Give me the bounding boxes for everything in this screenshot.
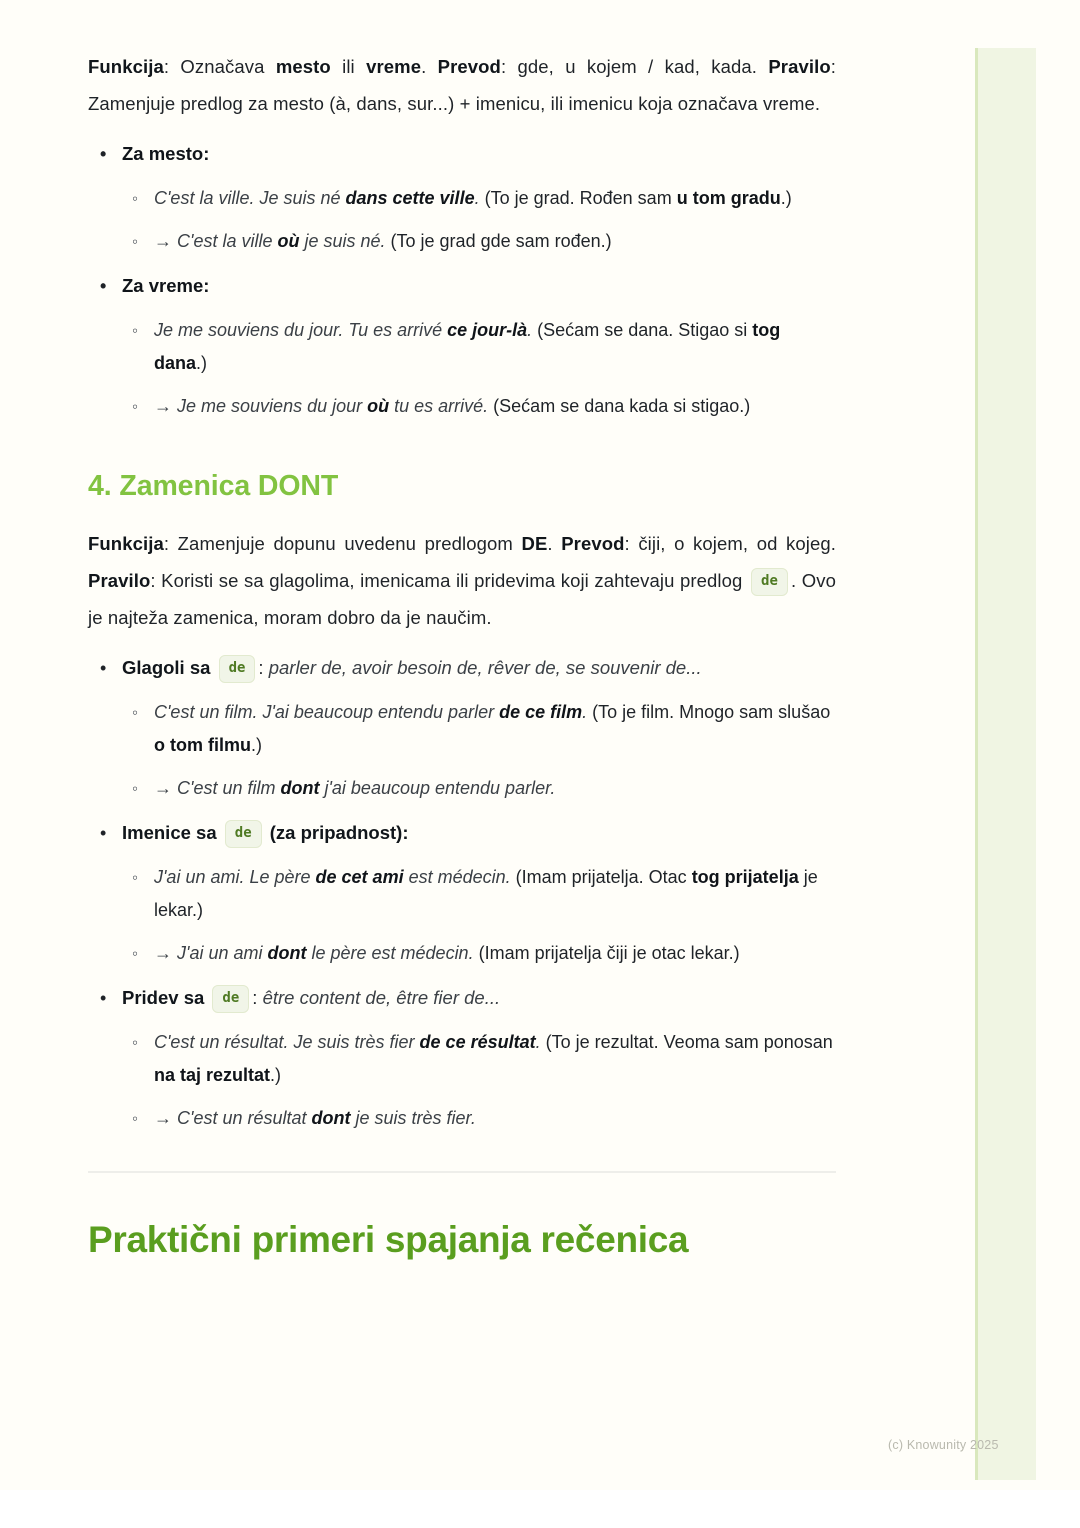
code-chip-de: de (751, 568, 788, 596)
dont-group-list (88, 650, 836, 1135)
funkcija-text-1: : Označava (163, 56, 276, 77)
document-content (88, 48, 836, 1263)
example-serbian: (Sećam se dana. Stigao si tog dana.) (154, 320, 781, 373)
section-divider (88, 1171, 836, 1173)
prevod-text: : gde, u kojem / kad, kada. (500, 56, 769, 77)
list-item (154, 314, 836, 380)
list-item (154, 1102, 836, 1135)
example-serbian: (Imam prijatelja čiji je otac lekar.) (473, 943, 740, 963)
funkcija-label: Funkcija (88, 533, 164, 554)
group-heading: • Imenice sa de (za pripadnost): (122, 822, 409, 843)
ou-group-list (88, 136, 836, 423)
list-item (154, 1026, 836, 1092)
footer-title-block (88, 1217, 836, 1263)
copyright-watermark: (c) Knowunity 2025 (888, 1438, 999, 1452)
funkcija-label: Funkcija (88, 56, 164, 77)
section-heading-dont: 4. Zamenica DONT (88, 470, 339, 502)
example-list (122, 314, 836, 423)
funkcija-text-2: ili (330, 56, 367, 77)
example-serbian: (To je grad gde sam rođen.) (385, 231, 612, 251)
example-french: J'ai un ami. Le père de cet ami est médecin. (154, 867, 511, 887)
group-heading: • Za mesto: (122, 143, 209, 164)
arrow-icon: → (154, 943, 178, 963)
funkcija-text-3: . (421, 56, 438, 77)
arrow-icon: → (154, 231, 178, 251)
page-title: Praktični primeri spajanja rečenica (88, 1219, 689, 1260)
prevod-text: : čiji, o kojem, od kojeg. (624, 533, 836, 554)
code-chip-de: de (225, 820, 262, 848)
arrow-icon: → (154, 1108, 178, 1128)
prevod-label: Prevod (561, 533, 625, 554)
funkcija-bold-mesto: mesto (275, 56, 331, 77)
list-item (154, 696, 836, 762)
pravilo-label: Pravilo (88, 570, 151, 591)
example-french: Je me souviens du jour. Tu es arrivé ce jour-là. (154, 320, 533, 340)
example-list (122, 182, 836, 258)
funkcija-bold-de: DE (521, 533, 548, 554)
funkcija-bold-vreme: vreme (366, 56, 422, 77)
list-item (154, 937, 836, 970)
example-serbian: (To je rezultat. Veoma sam ponosan na taj rezultat.) (154, 1032, 833, 1085)
list-item (154, 182, 836, 215)
example-list (122, 861, 836, 970)
funkcija-text: : Zamenjuje dopunu uvedenu predlogom (163, 533, 522, 554)
arrow-icon: → (154, 778, 178, 798)
pravilo-text: : Koristi se sa glagolima, imenicama ili pridevima koji zahtevaju predlog (150, 570, 748, 591)
example-serbian: (To je film. Mnogo sam slušao o tom filmu.) (154, 702, 831, 755)
ou-intro-paragraph (88, 48, 836, 122)
pravilo-label: Pravilo (768, 56, 831, 77)
example-french: C'est un résultat. Je suis très fier de ce résultat. (154, 1032, 541, 1052)
list-item (154, 225, 836, 258)
prevod-label: Prevod (437, 56, 501, 77)
pravilo-text: : Zamenjuje predlog za mesto (à, dans, sur...) + imenicu, ili imenicu koja označava vreme. (88, 56, 836, 114)
example-list (122, 1026, 836, 1135)
list-item (122, 268, 836, 423)
funkcija-text-tail: . (547, 533, 562, 554)
dont-intro-paragraph (88, 525, 836, 636)
example-french: C'est la ville. Je suis né dans cette ville. (154, 188, 480, 208)
group-heading: • Za vreme: (122, 275, 209, 296)
group-heading: • Pridev sa de : être content de, être fier de... (122, 987, 500, 1008)
example-french: C'est la ville où je suis né. (177, 231, 386, 251)
example-list (122, 696, 836, 805)
list-item (122, 136, 836, 258)
example-french: C'est un résultat dont je suis très fier. (177, 1108, 476, 1128)
example-french: C'est un film dont j'ai beaucoup entendu parler. (177, 778, 556, 798)
list-item (122, 980, 836, 1135)
example-serbian: (Imam prijatelja. Otac tog prijatelja je lekar.) (154, 867, 818, 920)
list-item (122, 650, 836, 805)
list-item (154, 861, 836, 927)
pravilo-text-tail: . Ovo je najteža zamenica, moram dobro da je naučim. (88, 570, 836, 628)
group-heading: • Glagoli sa de : parler de, avoir besoin de, rêver de, se souvenir de... (122, 657, 702, 678)
code-chip-de: de (219, 655, 256, 683)
list-item (122, 815, 836, 970)
right-side-panel (975, 48, 1036, 1480)
example-french: C'est un film. J'ai beaucoup entendu parler de ce film. (154, 702, 588, 722)
example-french: Je me souviens du jour où tu es arrivé. (177, 396, 489, 416)
example-french: J'ai un ami dont le père est médecin. (177, 943, 474, 963)
example-serbian: (Sećam se dana kada si stigao.) (488, 396, 751, 416)
list-item (154, 772, 836, 805)
arrow-icon: → (154, 396, 178, 416)
list-item (154, 390, 836, 423)
example-serbian: (To je grad. Rođen sam u tom gradu.) (479, 188, 792, 208)
code-chip-de: de (212, 985, 249, 1013)
